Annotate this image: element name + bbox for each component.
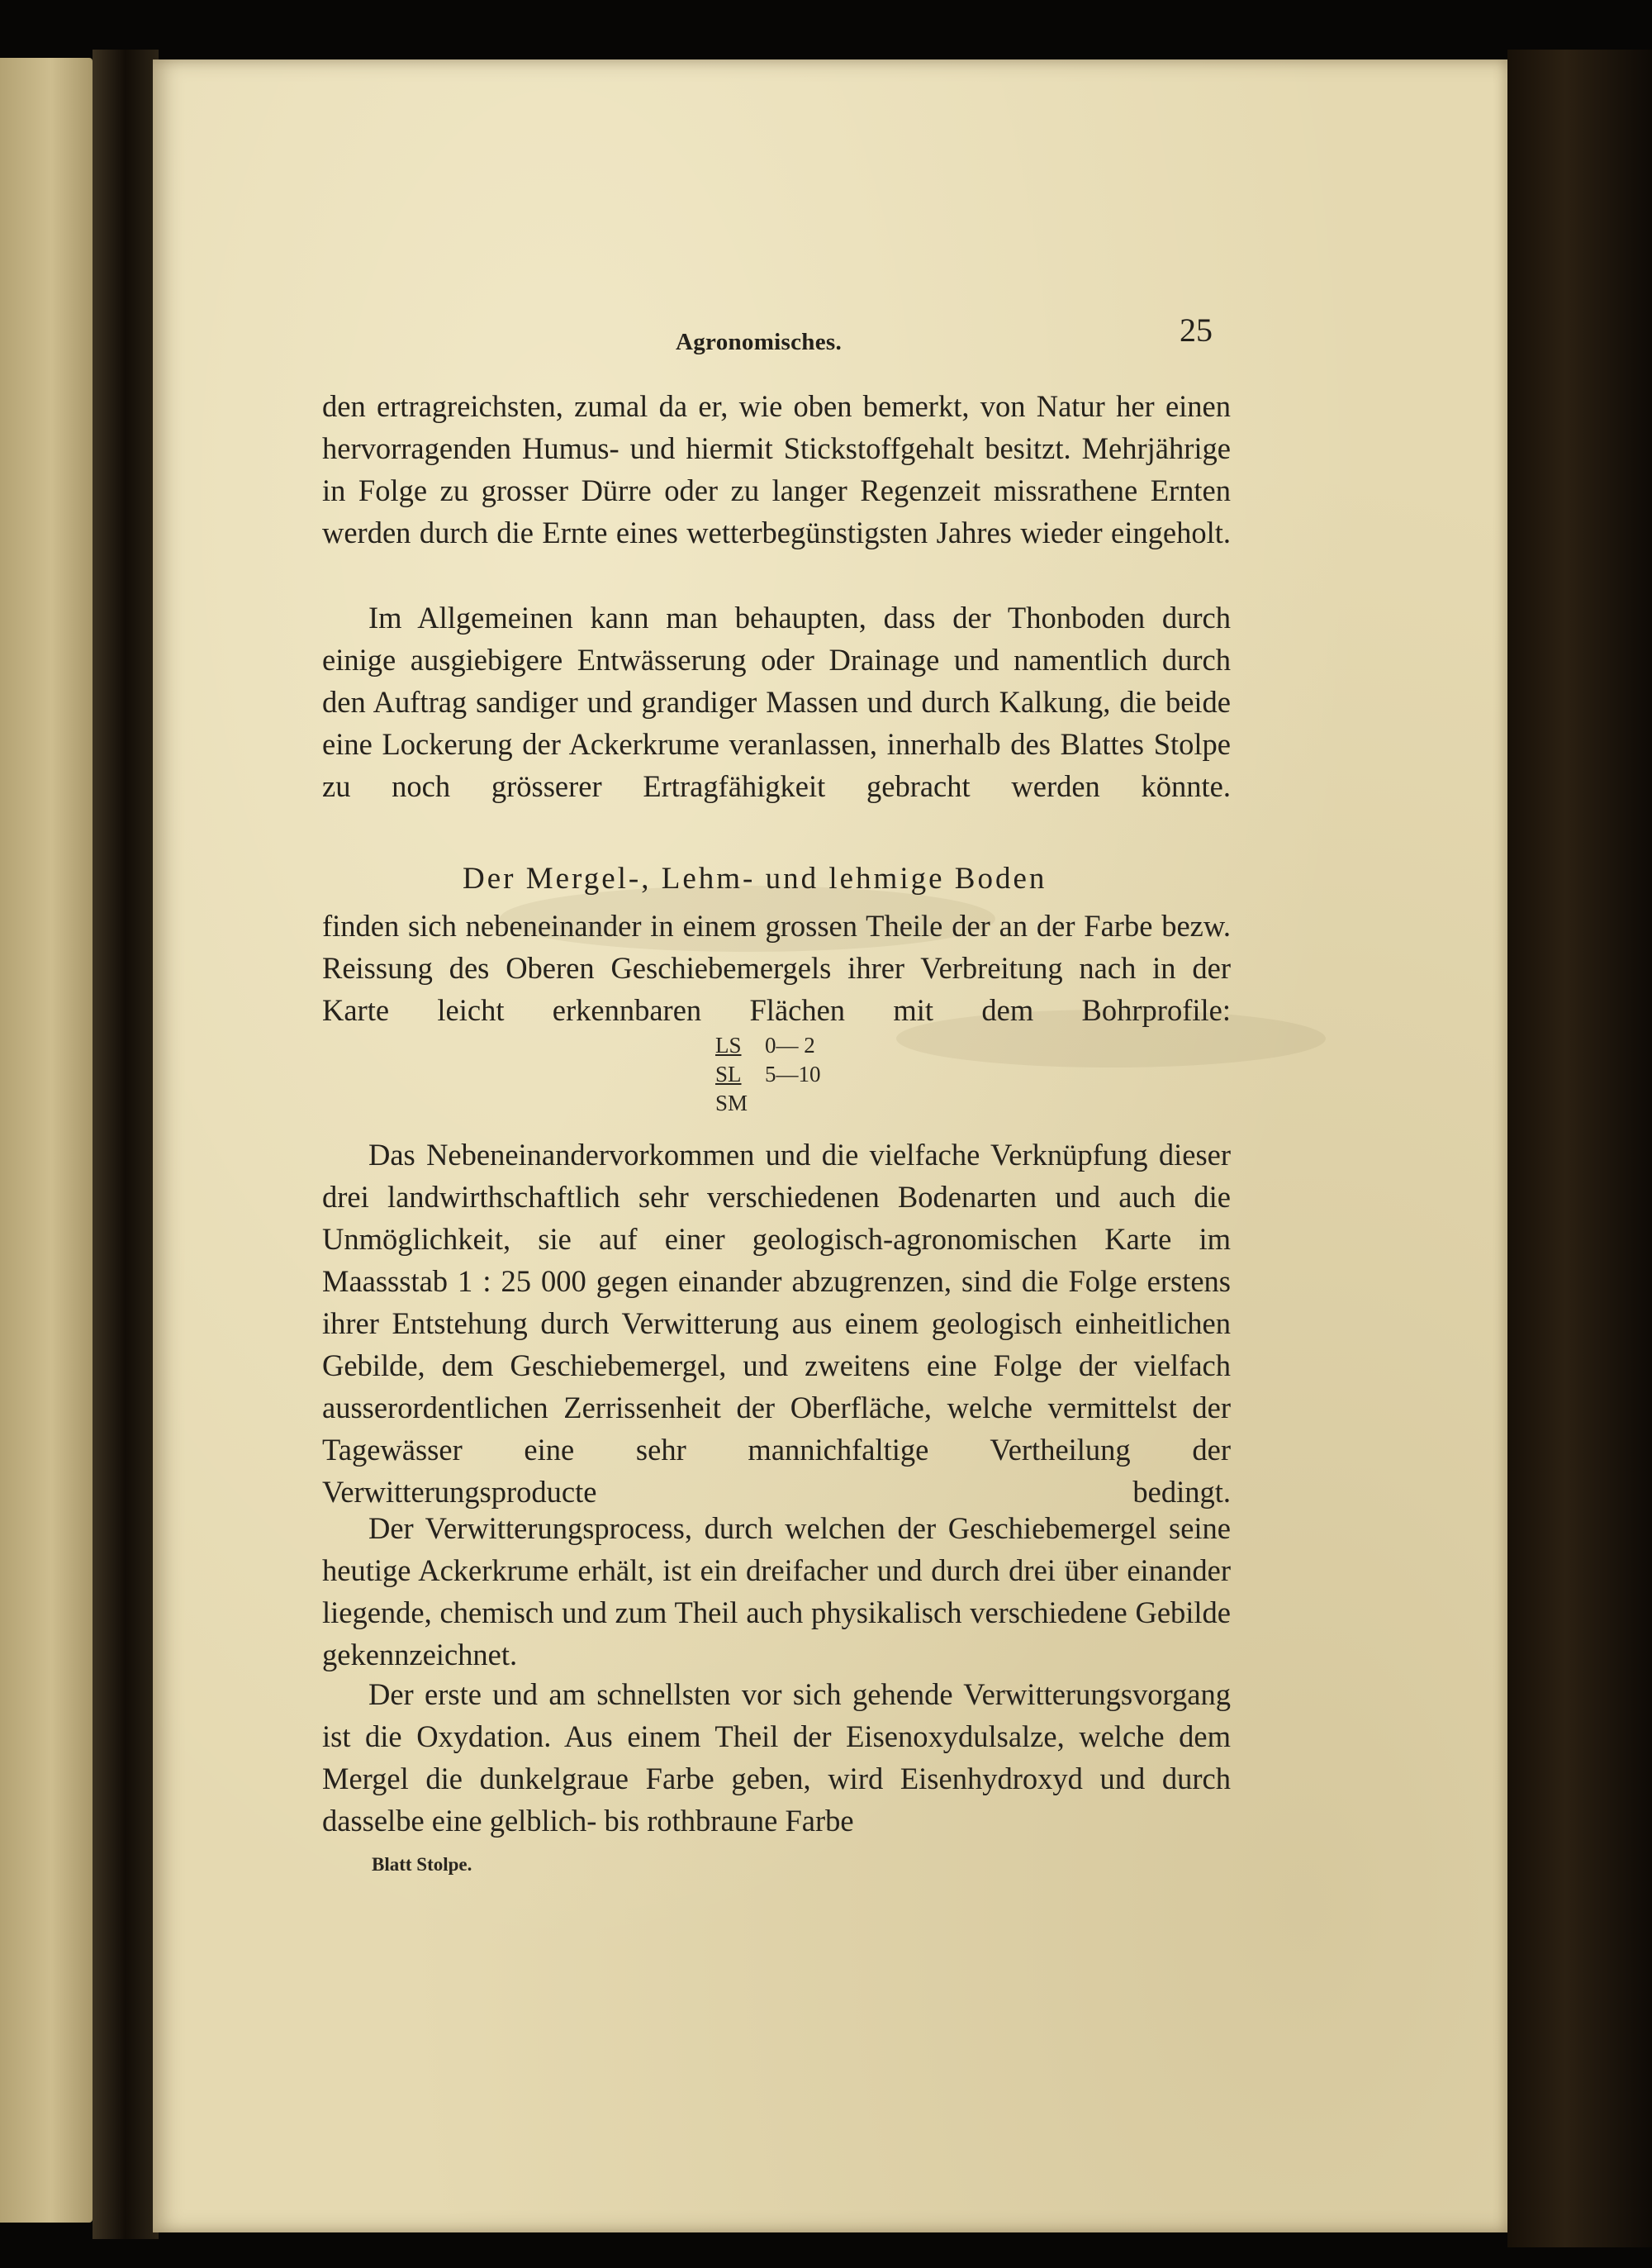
paragraph-5: Der Verwitterungsprocess, durch welchen der Geschiebemergel seine heutige Ackerkrume erhält, ist ein dreifacher und durch drei über einander liegende, chemisch und zum Theil auch physikalisch verschiedene Gebilde gekennzeichnet. (322, 1511, 1231, 1671)
profile-symbol: SM (715, 1091, 748, 1115)
previous-page-edge (0, 58, 93, 2223)
profile-row (715, 1089, 821, 1118)
paragraph-2: Im Allgemeinen kann man behaupten, dass der Thonboden durch einige ausgiebigere Entwässerung oder Drainage und namentlich durch den Auftrag sandiger und grandiger Massen und durch Kalkung, die beide eine Lockerung der Ackerkrume veranlassen, innerhalb des Blattes Stolpe zu noch grösserer Ertragfähigkeit gebracht werden könnte. (322, 601, 1231, 803)
paragraph-3: finden sich nebeneinander in einem grossen Theile der an der Farbe bezw. Reissung des Oberen Geschiebemergels ihrer Verbreitung nach in der Karte leicht erkennbaren Flächen mit dem Bohrprofile: (322, 909, 1231, 1027)
profile-row (715, 1060, 821, 1089)
profile-row (715, 1031, 821, 1060)
bohrprofil-formula (715, 1031, 821, 1118)
paragraph-6: Der erste und am schnellsten vor sich gehende Verwitterungsvorgang ist die Oxydation. Aus einem Theil der Eisenoxydulsalze, welche dem Mergel die dunkelgraue Farbe geben, wird Eisenhydroxyd und durch dasselbe eine gelblich- bis rothbraune Farbe (322, 1677, 1231, 1838)
profile-symbol: SL (715, 1062, 742, 1086)
profile-value: 0— 2 (765, 1033, 815, 1058)
page-number: 25 (1180, 311, 1213, 349)
paragraph-1: den ertragreichsten, zumal da er, wie oben bemerkt, von Natur her einen hervorragenden Humus- und hiermit Stickstoffgehalt besitzt. Mehrjährige in Folge zu grosser Dürre oder zu langer Regenzeit missrathene Ernten werden durch die Ernte eines wetterbegünstigsten Jahres wieder eingeholt. (322, 389, 1231, 549)
book-gutter (93, 50, 159, 2239)
running-head: Agronomisches. (676, 329, 843, 355)
paragraph-4: Das Nebeneinandervorkommen und die vielfache Verknüpfung dieser drei landwirthschaftlich sehr verschiedenen Bodenarten und auch die Unmöglichkeit, sie auf einer geologisch-agronomischen Karte im Maassstab 1 : 25 000 gegen einander abzugrenzen, sind die Folge erstens ihrer Entstehung durch Verwitterung aus einem geologisch einheitlichen Gebilde, dem Geschiebemergel, und zweitens eine Folge der vielfach ausserordentlichen Zerrissenheit der Oberfläche, welche vermittelst der Tagewässer eine sehr mannichfaltige Vertheilung der Verwitterungsproducte bedingt. (322, 1138, 1231, 1509)
profile-symbol: LS (715, 1033, 742, 1058)
profile-value: 5—10 (765, 1062, 821, 1086)
book-cover-edge (1507, 50, 1652, 2247)
footer-note: Blatt Stolpe. (372, 1854, 472, 1875)
section-heading: Der Mergel-, Lehm- und lehmige Boden (463, 862, 1047, 896)
